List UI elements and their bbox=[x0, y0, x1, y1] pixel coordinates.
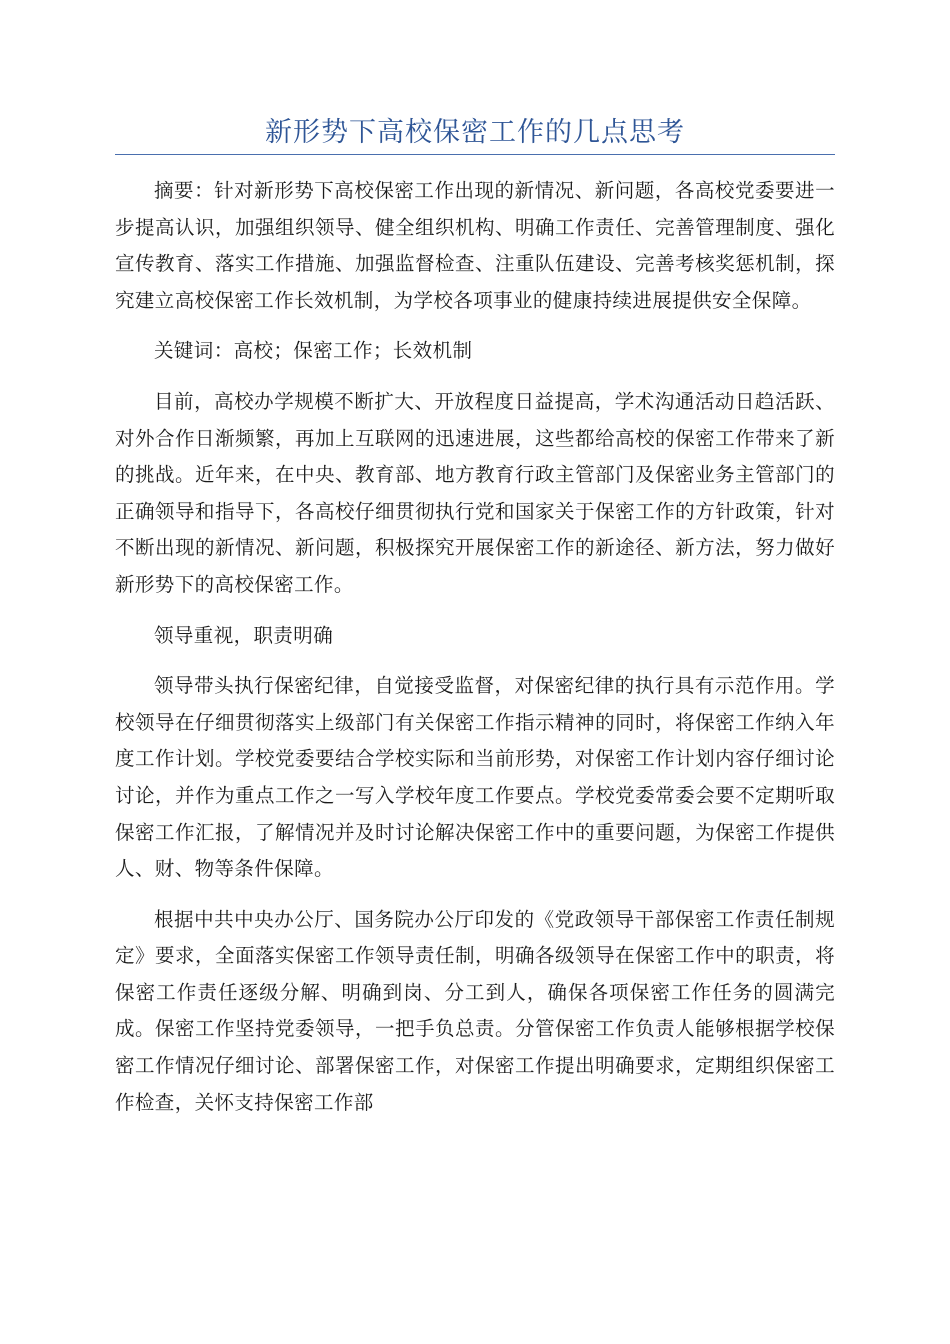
document-body bbox=[115, 173, 835, 1121]
title-underline bbox=[115, 154, 835, 155]
body-paragraph: 根据中共中央办公厅、国务院办公厅印发的《党政领导干部保密工作责任制规定》要求，全面落实保密工作领导责任制，明确各级领导在保密工作中的职责，将保密工作责任逐级分解、明确到岗、分工到人，确保各项保密工作任务的圆满完成。保密工作坚持党委领导，一把手负总责。分管保密工作负责人能够根据学校保密工作情况仔细讨论、部署保密工作，对保密工作提出明确要求，定期组织保密工作检查，关怀支持保密工作部 bbox=[115, 907, 835, 1114]
document-page bbox=[115, 0, 835, 1344]
section-heading: 领导重视，职责明确 bbox=[154, 623, 334, 647]
keywords-paragraph: 关键词：高校；保密工作；长效机制 bbox=[154, 339, 473, 363]
abstract-paragraph: 摘要：针对新形势下高校保密工作出现的新情况、新问题，各高校党委要进一步提高认识，加强组织领导、健全组织机构、明确工作责任、完善管理制度、强化宣传教育、落实工作措施、加强监督检查、注重队伍建设、完善考核奖惩机制，探究建立高校保密工作长效机制，为学校各项事业的健康持续进展提供安全保障。 bbox=[115, 179, 835, 312]
intro-paragraph: 目前，高校办学规模不断扩大、开放程度日益提高，学术沟通活动日趋活跃、对外合作日渐频繁，再加上互联网的迅速进展，这些都给高校的保密工作带来了新的挑战。近年来，在中央、教育部、地方教育行政主管部门及保密业务主管部门的正确领导和指导下，各高校仔细贯彻执行党和国家关于保密工作的方针政策，针对不断出现的新情况、新问题，积极探究开展保密工作的新途径、新方法，努力做好新形势下的高校保密工作。 bbox=[115, 389, 835, 596]
document-title: 新形势下高校保密工作的几点思考 bbox=[265, 117, 685, 148]
body-paragraph: 领导带头执行保密纪律，自觉接受监督，对保密纪律的执行具有示范作用。学校领导在仔细贯彻落实上级部门有关保密工作指示精神的同时，将保密工作纳入年度工作计划。学校党委要结合学校实际和当前形势，对保密工作计划内容仔细讨论讨论，并作为重点工作之一写入学校年度工作要点。学校党委常委会要不定期听取保密工作汇报，了解情况并及时讨论解决保密工作中的重要问题，为保密工作提供人、财、物等条件保障。 bbox=[115, 674, 835, 881]
